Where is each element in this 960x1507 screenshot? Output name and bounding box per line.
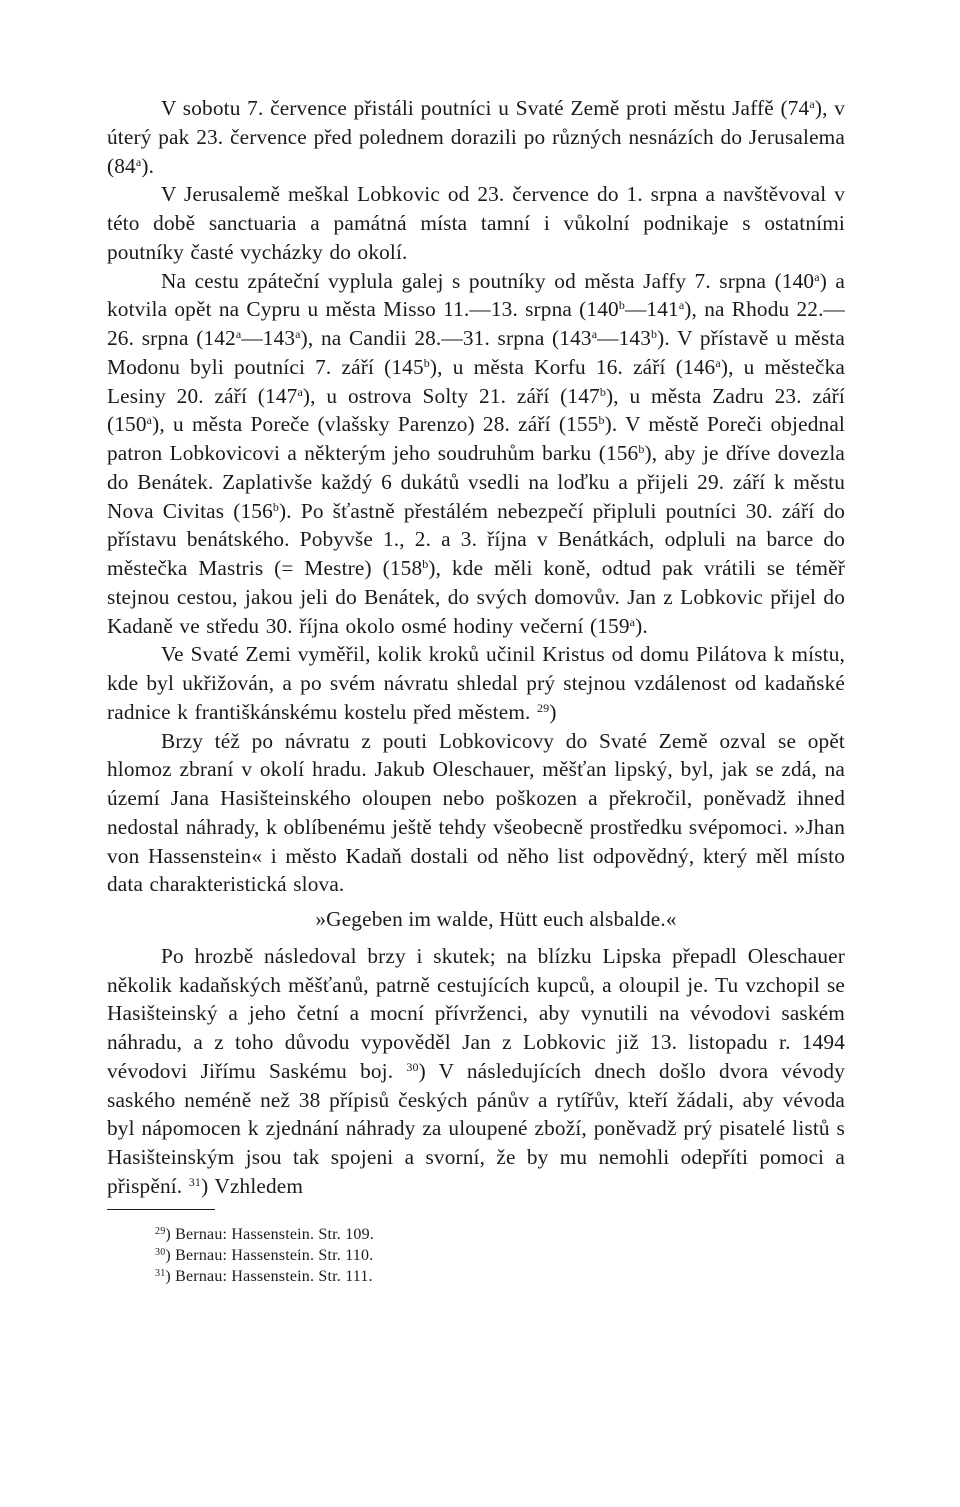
superscript: b xyxy=(272,499,280,514)
superscript: a xyxy=(235,327,242,341)
superscript: a xyxy=(809,97,815,111)
superscript: a xyxy=(715,355,721,370)
paragraph xyxy=(107,727,845,900)
footnote-text: ) Bernau: Hassenstein. Str. 111. xyxy=(165,1267,373,1285)
text-run: Brzy též po návratu z pouti Lobkovicovy do Svaté Země ozval se opět hlomoz zbraní v okolí hradu. Jakub Oleschauer, měšťan lipský, byl, jak se zdá, na území Jana Hasišteinského oloupen nebo poškozen a překročil, poněvadž ihned nedostal náhrady, k oblíbenému ještě tehdy všeobecně prostředku svépomoci. »Jhan von Hassenstein« i město Kadaň dostali od něho list odpovědný, který měl místo data charakteristická slova. xyxy=(107,728,845,897)
text-run: Ve Svaté Zemi vyměřil, kolik kroků učinil Kristus od domu Pilátova k místu, kde byl ukřižován, a po svém návratu shledal prý stejnou vzdálenost od kadaňské radnice k františkánskému kostelu před městem. xyxy=(107,642,845,724)
superscript: a xyxy=(591,327,598,341)
text-run: ), kde měli koně, odtud pak vrátili se téměř stejnou cestou, jakou jeli do Benátek, do svých domovův. Jan z Lobkovic přijel do Kadaně ve středu 30. října okolo osmé hodiny večerní (159 xyxy=(107,556,845,638)
paragraph xyxy=(107,180,845,266)
text-run: ), u městečka Lesiny 20. září (147 xyxy=(107,354,845,408)
text-run: ) xyxy=(549,699,557,724)
superscript: b xyxy=(638,442,645,456)
text-run: ). xyxy=(635,613,648,638)
footnote xyxy=(155,1266,845,1287)
text-run: V sobotu 7. července přistáli poutníci u Svaté Země proti městu Jaffě (74 xyxy=(161,96,810,120)
footnote-mark: 29 xyxy=(155,1225,166,1237)
text-run: ), u města Poreče (vlašsky Parenzo) 28. září (155 xyxy=(152,412,599,437)
superscript: 30 xyxy=(406,1059,419,1074)
paragraph xyxy=(107,94,845,180)
text-run: Na cestu zpáteční vyplula galej s poutníky od města Jaffy 7. srpna (140 xyxy=(161,268,815,293)
text-run: V Jerusalemě meškal Lobkovic od 23. července do 1. srpna a navštěvoval v této době sanctuaria a památná místa tamní i vůkolní podnikaje s ostatními poutníky časté vycházky do okolí. xyxy=(107,182,845,264)
superscript: a xyxy=(814,269,820,284)
text-run: Po hrozbě následoval brzy i skutek; na blízku Lipska přepadl Oleschauer několik kadaňských měšťanů, patrně cestujících kupců, a oloupil je. Tu vzchopil se Hasišteinský a jeho četní a mocní přívrženci, aby vynutili na vévodovi saském náhradu, a z toho důvodu vypověděl Jan z Lobkovic již 13. listopadu r. 1494 vévodovi Jiřímu Saskému boj. xyxy=(107,943,845,1083)
text-run: ) V následujících dnech došlo dvora vévody saského neméně než 38 přípisů českých pánův a rytířův, kteří žádali, aby vévoda byl nápomocen k zjednání náhrady za uloupené zboží, poněvadž prý pisatelé listů s Hasišteinským jsou tak spojeni a svorní, že by mu nemohli odepříti pomoci a přispění. xyxy=(107,1058,845,1198)
superscript: a xyxy=(629,614,636,629)
text-run: ). xyxy=(141,153,155,178)
text-run: ), u ostrova Solty 21. září (147 xyxy=(302,383,600,408)
superscript: b xyxy=(599,384,606,399)
superscript: 31 xyxy=(188,1174,202,1189)
text-run: ) Vzhledem xyxy=(201,1173,304,1198)
text-run: ), u města Zadru 23. září (150 xyxy=(107,383,845,437)
text-run: ) a kotvila opět na Cypru u města Misso 11.—13. srpna (140 xyxy=(107,268,846,322)
text-run: ), aby je dříve dovezla do Benátek. Zaplativše každý 6 dukátů vsedli na loďku a přijeli 29. září k městu Nova Civitas (156 xyxy=(107,441,845,523)
continued-text xyxy=(107,942,845,1201)
paragraph xyxy=(107,267,845,641)
footnotes xyxy=(107,1224,845,1287)
superscript: a xyxy=(295,327,301,341)
footnote-mark: 31 xyxy=(155,1267,166,1279)
text-run: ), na Candii 28.—31. srpna (143 xyxy=(300,326,592,350)
main-text xyxy=(107,94,845,899)
footnote-mark: 30 xyxy=(155,1246,166,1258)
footnote xyxy=(155,1224,845,1245)
superscript: a xyxy=(146,413,153,428)
page-body xyxy=(107,94,845,1287)
text-run: ), u města Korfu 16. září (146 xyxy=(429,354,716,379)
superscript: b xyxy=(422,557,429,571)
paragraph xyxy=(107,942,845,1201)
superscript: a xyxy=(678,298,685,313)
superscript: b xyxy=(423,355,430,370)
footnote-text: ) Bernau: Hassenstein. Str. 110. xyxy=(165,1246,374,1264)
text-run: —141 xyxy=(624,297,679,322)
text-run: ). V přístavě u města Modonu byli poutníci 7. září (145 xyxy=(107,326,845,379)
footnote-text: ) Bernau: Hassenstein. Str. 109. xyxy=(165,1225,375,1243)
text-run: ), na Rhodu 22.—26. srpna (142 xyxy=(107,297,846,350)
footnote xyxy=(155,1245,845,1266)
text-run: —143 xyxy=(597,326,652,350)
superscript: 29 xyxy=(537,700,550,715)
text-run: ), v úterý pak 23. července před polednem dorazili po různých nesnázích do Jerusalema (84 xyxy=(107,96,846,178)
superscript: b xyxy=(618,298,625,313)
superscript: b xyxy=(651,327,658,341)
paragraph xyxy=(107,640,845,726)
superscript: b xyxy=(598,413,605,428)
footnote-divider xyxy=(107,1209,215,1210)
superscript: a xyxy=(297,384,303,399)
text-run: ). Po šťastně přestálém nebezpečí připluli poutníci 30. září do přístavu benátského. Pobyvše 1., 2. a 3. října v Benátkách, odpluli na barce do městečka Mastris (= Mestre) (158 xyxy=(107,498,845,580)
text-run: —143 xyxy=(241,326,296,350)
quoted-verse: »Gegeben im walde, Hütt euch alsbalde.« xyxy=(315,907,677,931)
superscript: a xyxy=(135,154,142,169)
text-run: ). V městě Poreči objednal patron Lobkovicovi a některým jeho soudruhům barku (156 xyxy=(107,412,845,465)
